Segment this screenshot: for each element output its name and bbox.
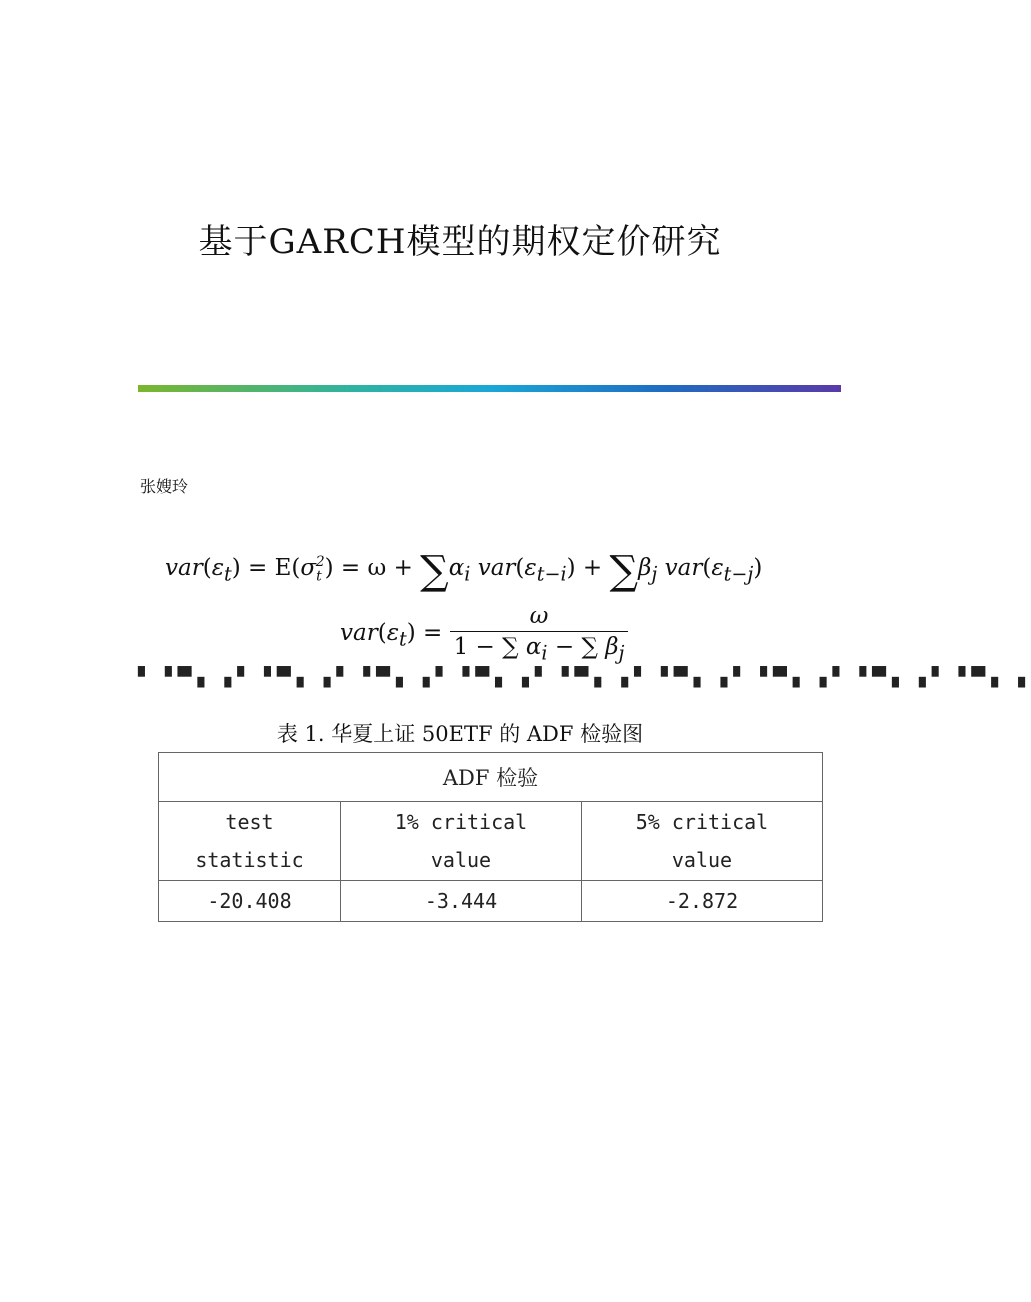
table-header-cell: ADF 检验 (159, 753, 823, 802)
adf-test-table (158, 752, 823, 922)
fraction: $\frac{\omega}{1 - \sum \alpha_i - \sum \beta_j}$ (450, 603, 629, 665)
column-label-1pct-critical: 1% critical value (341, 802, 582, 881)
clipped-text-line: ▘▝▀▖▗▘▝▀▖▗▘▝▀▖▗▘▝▀▖▗▘▝▀▖▗▘▝▀▖▗▘▝▀▖▗▘▝▀▖▗▘▝▀▖▗ (138, 667, 1031, 688)
value-5pct-critical: -2.872 (582, 881, 823, 922)
document-title: 基于GARCH模型的期权定价研究 (198, 222, 722, 262)
formula-unconditional-variance: $var(\varepsilon_t)$ = $\frac{\omega}{1 - \sum \alpha_i - \sum \beta_j}$ (340, 603, 628, 665)
value-1pct-critical: -3.444 (341, 881, 582, 922)
author-name: 张嫂玲 (140, 477, 189, 496)
table-label-row (159, 802, 823, 881)
table-row (159, 881, 823, 922)
table-header-row (159, 753, 823, 802)
column-label-test-statistic: test statistic (159, 802, 341, 881)
table-caption: 表 1. 华夏上证 50ETF 的 ADF 检验图 (276, 722, 644, 746)
title-divider (138, 385, 841, 392)
value-test-statistic: -20.408 (159, 881, 341, 922)
column-label-5pct-critical: 5% critical value (582, 802, 823, 881)
formula-variance: $var(\varepsilon_t) = E(\sigma_t^2) = \omega + \sum\alpha_i$ $var(\varepsilon_{t-i}) + \sum\beta_j$ $var(\varepsilon_{t-j})$ (165, 548, 763, 594)
